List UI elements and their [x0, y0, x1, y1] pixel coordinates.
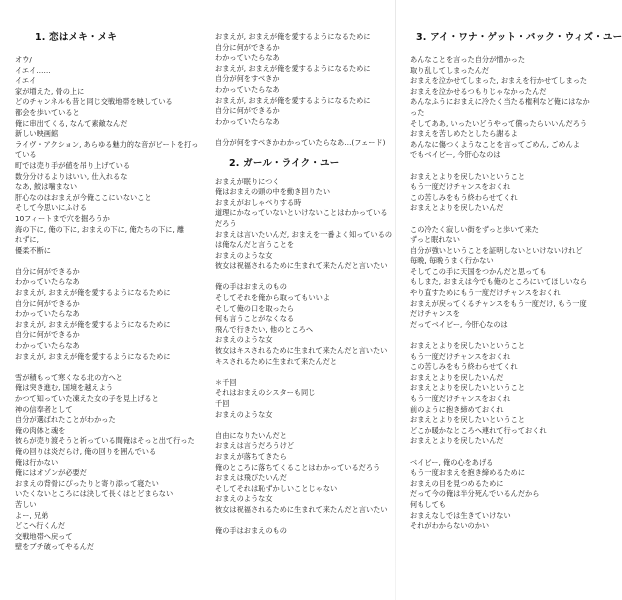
lyric-line: あんなに傷つくようなことを言ってごめん, ごめんよ [410, 139, 580, 149]
song-3-title: 3. アイ・ワナ・ゲット・バック・ウィズ・ユー [416, 32, 622, 43]
lyric-line: 自分に何ができるか [215, 106, 280, 116]
lyric-line: ライヴ・アクション, あらゆる魅力的な音がビートを打っ [15, 139, 199, 149]
lyric-line: おまえとよりを戻したいということ [410, 171, 526, 181]
lyric-line: ずっと眠れない [410, 235, 460, 245]
stanza-break [410, 214, 595, 225]
lyric-line: おまえを苦しめたとしたら謝るよ [410, 129, 518, 139]
lyric-line: 毎晩, 毎晩うまく行かない [410, 256, 494, 266]
lyric-line: 俺は突き進む, 国境を越えよう [15, 383, 114, 393]
song-1-column [15, 0, 200, 553]
lyric-line: おまえが眠りにつく [215, 176, 280, 186]
lyric-line: 俺の手はおまえのもの [215, 526, 287, 536]
lyric-line: おまえとよりを戻したいということ [410, 383, 526, 393]
lyric-line: おまえのような女 [215, 409, 273, 419]
lyric-line: おまえなしでは生きていけない [410, 510, 511, 520]
lyric-line: この苦しみをもう終わらせてくれ [410, 192, 518, 202]
lyric-line: あんなふうにおまえに冷たく当たる権利など俺にはなか [410, 97, 590, 107]
lyric-line: 俺にはオゾンが必要だ [15, 468, 87, 478]
lyric-line: そしてそれを俺から取ってもいいよ [215, 293, 331, 303]
lyric-line: 海の下に, 俺の下に, おまえの下に, 俺たちの下に, 離 [15, 224, 185, 234]
song-2-title: 2. ガール・ライク・ユー [229, 157, 340, 169]
lyric-line: おまえが戻ってくるチャンスをもう一度だけ, もう一度 [410, 298, 587, 308]
lyric-line: 家が増えた, 骨の上に [15, 86, 85, 96]
stanza-break [215, 272, 400, 283]
stanza-break [215, 127, 400, 138]
stanza-break [410, 330, 595, 341]
lyric-line: 俺に串出てくる, なんて素敵なんだ [15, 118, 128, 128]
lyric-line: どこか暖かなところへ連れて行っておくれ [410, 425, 547, 435]
song-2-column [215, 0, 400, 537]
stanza-break [410, 447, 595, 458]
lyric-line: 自分に何ができるか [15, 266, 80, 276]
lyric-line: もう一度だけチャンスをおくれ [410, 394, 511, 403]
lyric-line: おまえは言いたいんだ, おまえを一番よく知っているの [215, 229, 393, 239]
lyric-line: わかっていたらなあ [15, 309, 80, 319]
lyric-line: それがわからないのかい [410, 521, 490, 531]
lyric-line: 雪が積もって寒くなる北の方へと [15, 372, 123, 382]
lyric-line: だって今の俺は半分死んでいるんだから [410, 489, 540, 499]
lyric-line: わかっていたらなあ [215, 116, 280, 126]
lyric-line: おまえが, おまえが俺を愛するようになるために [215, 32, 371, 41]
lyric-line: 町では売り手が値を吊り上げている [15, 160, 131, 170]
lyric-line: 俺は行かない [15, 457, 59, 467]
lyric-line: 俺の肉体と魂を [15, 425, 66, 435]
lyric-line: だろう [215, 218, 237, 228]
lyric-line: おまえのような女 [215, 250, 273, 260]
lyric-line: おまえが, おまえが俺を愛するようになるために [215, 63, 371, 73]
lyric-line: かつて知っていた凍えた女の子を見上げると [15, 394, 159, 403]
lyric-line: おまえの背骨にぴったりと寄り添って寝たい [15, 478, 159, 488]
lyric-line: は俺なんだと言うことを [215, 240, 295, 250]
lyric-line: あんなことを言った自分が憎かった [410, 55, 526, 64]
lyric-line: 自分が強いということを証明しないといけないけれど [410, 245, 583, 255]
stanza-break [15, 256, 200, 267]
lyric-line: 自分が何をすべきか [215, 74, 280, 84]
song-1-lyrics-continued [215, 32, 400, 149]
lyric-line: キスされるために生まれて来たんだと [215, 356, 338, 366]
lyric-line: わかっていたらなあ [215, 84, 280, 94]
lyric-line: おまえが落ちてきたら [215, 451, 287, 461]
lyric-line: 自分に何ができるか [215, 42, 280, 52]
lyric-line: 何もしても [410, 499, 446, 509]
lyric-line: そしてそれは恥ずかしいことじゃない [215, 483, 338, 493]
lyric-line: おまえの目を見つめるために [410, 478, 504, 488]
lyric-line: 飛んで行きたい, 他のところへ [215, 324, 314, 334]
lyric-line: 彼女は祝福されるために生まれて来たんだと言いたい [215, 504, 388, 514]
lyric-line: 取り乱してしまったんだ [410, 65, 490, 75]
lyric-line: もしまた, おまえは今でも俺のところにいてほしいなら [410, 277, 588, 287]
lyric-line: いたくないところには決して長くはとどまらない [15, 489, 174, 499]
lyric-line: 自分が何をすべきかわかっていたらなあ…(フェード) [215, 137, 386, 147]
lyric-line: 交戦地帯へ戻って [15, 531, 73, 541]
lyric-line: 10フィートまで穴を掘ろうか [15, 213, 110, 223]
song-3-column [410, 0, 622, 532]
lyric-line: 優柔不断に [15, 245, 51, 255]
lyric-line: この冷たく寂しい街をずっと歩いて来た [410, 224, 539, 234]
lyric-line: 前のように抱き締めておくれ [410, 404, 504, 414]
song-1-title: 1. 恋はメキ・メキ [35, 32, 118, 43]
song-2-lyrics [215, 177, 400, 537]
lyric-line: 俺はおまえの頭の中を動き回りたい [215, 187, 331, 197]
lyric-line: おまえがおしゃべりする時 [215, 197, 302, 207]
lyric-line: おまえを泣かせてしまった, おまえを行かせてしまった [410, 76, 588, 86]
lyric-line: おまえとよりを戻したいということ [410, 341, 526, 351]
lyric-line: 壁をブチ破ってやるんだ [15, 542, 95, 552]
song-1-lyrics [15, 55, 200, 553]
stanza-break [215, 420, 400, 431]
lyric-line: 肝心なのはおまえが今俺ここにいないこと [15, 192, 152, 202]
lyric-line: 何も言うことがなくなる [215, 314, 295, 324]
lyric-line: おまえが, おまえが俺を愛するようになるために [15, 319, 171, 329]
lyric-line: もう一度だけチャンスをおくれ [410, 351, 511, 361]
lyric-line: 彼女はキスされるために生まれて来たんだと言いたい [215, 346, 388, 356]
lyric-line: 自分に何ができるか [15, 330, 80, 340]
lyric-line: おまえとよりを戻したいんだ [410, 203, 504, 213]
lyric-line: それはおまえのシスターも同じ [215, 388, 316, 398]
lyric-line: そしてこの手に天国をつかんだと思っても [410, 266, 547, 276]
lyric-line: わかっていたらなあ [215, 53, 280, 63]
lyric-line: この苦しみをもう終わらせてくれ [410, 362, 518, 372]
lyric-line: 自分が選ばれたことがわかった [15, 415, 116, 425]
lyric-line: 自分に何ができるか [15, 298, 80, 308]
lyric-line: 新しい映画館 [15, 129, 59, 139]
lyric-line: おまえのような女 [215, 494, 273, 504]
stanza-break [215, 516, 400, 527]
lyric-line: 神の信奉者として [15, 404, 73, 414]
lyric-line: ＊千回 [215, 377, 237, 387]
lyric-line: だってベイビー, 今肝心なのは [410, 319, 508, 329]
lyric-line: 彼らが売り渡そうと祈っている間俺はそっと出て行った [15, 436, 195, 446]
lyric-line: った [410, 107, 425, 117]
lyric-line: 俺の手はおまえのもの [215, 282, 287, 292]
lyric-line: 苦しい [15, 499, 37, 509]
stanza-break [410, 161, 595, 172]
stanza-break [15, 362, 200, 373]
song-3-lyrics [410, 55, 595, 532]
lyric-line: おまえが, おまえが俺を愛するようになるために [15, 351, 171, 361]
lyric-line: そしてああ, いったいどうやって償ったらいいんだろう [410, 118, 588, 128]
lyric-line: おまえが, おまえが俺を愛するようになるために [215, 95, 371, 105]
lyric-line: ベイビー, 俺の心をあげる [410, 457, 494, 467]
lyric-line: 自由になりたいんだと [215, 430, 287, 440]
lyric-line: よー, 兄弟 [15, 510, 49, 520]
lyric-line: そして俺の口を取ったら [215, 303, 295, 313]
lyric-line: おまえとよりを戻したいんだ [410, 372, 504, 382]
lyric-line: 千回 [215, 399, 230, 408]
lyric-line: おまえのような女 [215, 335, 273, 345]
lyric-line: イエイ…… [15, 65, 51, 75]
lyric-line: 彼女は祝福されるために生まれて来たんだと言いたい [215, 261, 388, 271]
lyric-line: おまえは言うだろうけど [215, 441, 295, 451]
stanza-break [215, 367, 400, 378]
lyric-line: おまえとよりを戻したいんだ [410, 436, 504, 446]
lyric-line: だけチャンスを [410, 309, 460, 319]
lyric-line: オウ/ [15, 55, 32, 64]
lyric-line: なあ, 鮫は噛まない [15, 182, 78, 192]
lyric-line: 都会を歩いていると [15, 107, 80, 117]
lyric-line: れずに, [15, 235, 39, 245]
lyric-line: もう一度おまえを抱き締めるために [410, 468, 526, 478]
lyric-line: やり直すためにもう一度だけチャンスをおくれ [410, 288, 561, 298]
lyric-line: 道理にかなっていないといけないことはわかっている [215, 208, 388, 218]
lyric-line: おまえは飛びたいんだ [215, 473, 287, 483]
lyric-line: ている [15, 150, 37, 160]
lyric-line: おまえが, おまえが俺を愛するようになるために [15, 288, 171, 298]
lyric-line: そして今思いにふける [15, 203, 87, 213]
lyric-line: 俺のところに落ちてくることはわかっているだろう [215, 462, 381, 472]
lyric-line: どこへ行くんだ [15, 521, 66, 531]
lyric-line: イエイ [15, 76, 37, 86]
lyric-line: おまえを泣かせるつもりじゃなかったんだ [410, 86, 547, 96]
lyric-line: 数分分けるよりはいい, 仕入れるな [15, 171, 128, 181]
lyric-line: おまえとよりを戻したいということ [410, 415, 526, 425]
lyric-line: 俺の回りは炎だらけ, 俺の回りを囲んでいる [15, 446, 157, 456]
lyric-line: どのチャンネルも昔と同じ交戦地帯を映している [15, 97, 173, 107]
lyric-line: わかっていたらなあ [15, 277, 80, 287]
lyric-line: もう一度だけチャンスをおくれ [410, 182, 511, 192]
lyric-line: わかっていたらなあ [15, 341, 80, 351]
lyric-line: でもベイビー, 今肝心なのは [410, 150, 501, 160]
